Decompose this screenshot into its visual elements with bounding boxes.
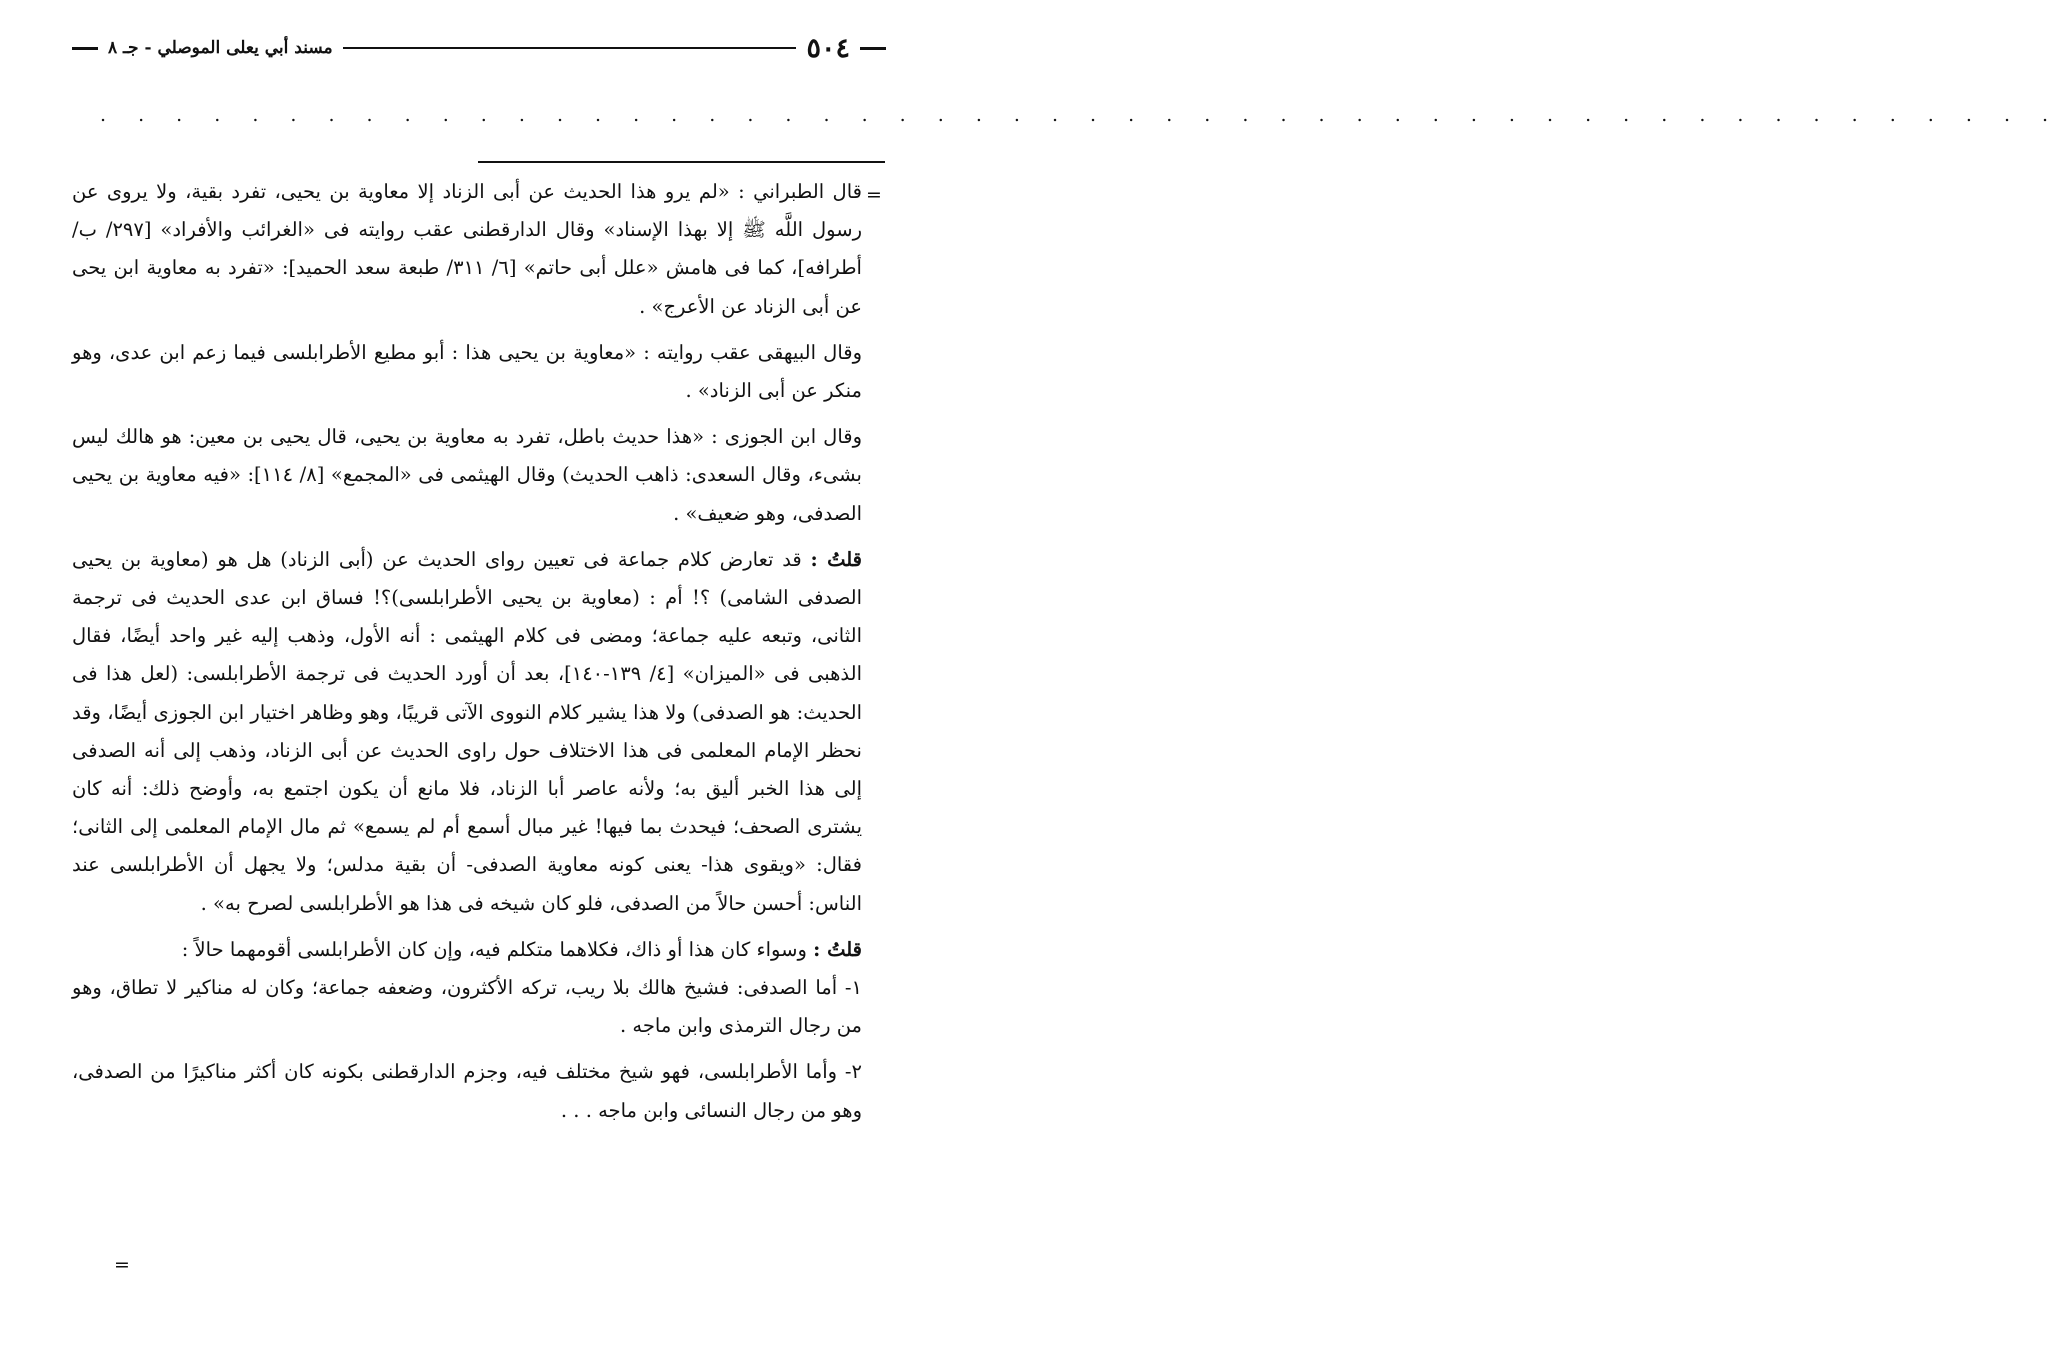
paragraph-qultu-2-text: وسواء كان هذا أو ذاك، فكلاهما متكلم فيه، وإن كان الأطرابلسى أقومهما حالاً : bbox=[181, 937, 807, 961]
page-number: ٥٠٤ bbox=[806, 32, 850, 64]
running-header bbox=[72, 30, 886, 66]
footnote-body bbox=[72, 173, 862, 1138]
paragraph-qultu-1-text: قد تعارض كلام جماعة فى تعيين رواى الحديث عن (أبى الزناد) هل هو (معاوية بن يحيى الصدفى الشامى) ؟! أم : (معاوية بن يحيى الأطرابلسى)؟! فساق ابن عدى الحديث فى ترجمة الثانى، وتبعه عليه جماعة؛ ومضى فى كلام الهيثمى : أنه الأول، وذهب إليه غير واحد أيضًا، فقال الذهبى فى «الميزان» [٤/ ١٣٩-١٤٠]، بعد أن أورد الحديث فى ترجمة الأطرابلسى: (لعل هذا فى الحديث: هو الصدفى) ولا هذا يشير كلام النووى الآتى قريبًا، وهو وظاهر اختيار ابن الجوزى أيضًا، وقد نحظر الإمام المعلمى فى هذا الاختلاف حول راوى الحديث عن أبى الزناد، وذهب إلى أنه الصدفى إلى هذا الخبر أليق به؛ ولأنه عاصر أبا الزناد، فلا مانع أن يكون اجتمع به، وأوضح ذلك: أنه كان يشترى الصحف؛ فيحدث بما فيها! غير مبال أسمع أم لم يسمع» ثم مال الإمام المعلمى إلى الثانى؛ فقال: «ويقوى هذا- يعنى كونه معاوية الصدفى- أن بقية مدلس؛ ولا يجهل أن الأطرابلسى عند الناس: أحسن حالاً من الصدفى، فلو كان شيخه فى هذا هو الأطرابلسى لصرح به» . bbox=[72, 547, 862, 915]
paragraph-ibn-jawzi: وقال ابن الجوزى : «هذا حديث باطل، تفرد به معاوية بن يحيى، قال يحيى بن معين: هو هالك ليس بشىء، وقال السعدى: ذاهب الحديث) وقال الهيثمى فى «المجمع» [٨/ ١١٤]: «فيه معاوية بن يحيى الصدفى، وهو ضعيف» . bbox=[72, 425, 862, 525]
paragraph-qultu-2 bbox=[72, 931, 862, 969]
qultu-label: قلتُ : bbox=[813, 937, 862, 961]
continuation-mark-end: = bbox=[114, 1254, 130, 1276]
dotted-separator: . . . . . . . . . . . . . . . . . . . . . . . . . . . . . . . . . . . . . . . . . . . . . . . . . . . . bbox=[100, 104, 2061, 126]
paragraph-item-1: ١- أما الصدفى: فشيخ هالك بلا ريب، تركه الأكثرون، وضعفه جماعة؛ وكان له مناكير لا تطاق، وهو من رجال الترمذى وابن ماجه . bbox=[72, 976, 862, 1038]
footnote-rule bbox=[478, 161, 885, 163]
paragraph-tabarani: قال الطبراني : «لم يرو هذا الحديث عن أبى الزناد إلا معاوية بن يحيى، تفرد بقية، ولا يروى عن رسول اللَّه ﷺ إلا بهذا الإسناد» وقال الدارقطنى عقب روايته فى «الغرائب والأفراد» [٢٩٧/ ب/ أطرافه]، كما فى هامش «علل أبى حاتم» [٦/ ٣١١/ طبعة سعد الحميد]: «تفرد به معاوية ابن يحى عن أبى الزناد عن الأعرج» . bbox=[72, 180, 862, 318]
paragraph-item-2: ٢- وأما الأطرابلسى، فهو شيخ مختلف فيه، وجزم الدارقطنى بكونه كان أكثر مناكيرًا من الصدفى، وهو من رجال النسائى وابن ماجه . . . bbox=[72, 1060, 862, 1122]
header-rule bbox=[343, 47, 797, 49]
qultu-label: قلتُ : bbox=[810, 547, 862, 571]
header-dash-left bbox=[72, 47, 98, 50]
paragraph-qultu-1 bbox=[72, 541, 862, 923]
header-dash-right bbox=[860, 47, 886, 50]
paragraph-bayhaqi: وقال البيهقى عقب روايته : «معاوية بن يحيى هذا : أبو مطيع الأطرابلسى فيما زعم ابن عدى، وهو منكر عن أبى الزناد» . bbox=[72, 340, 862, 403]
book-title: مسند أبي يعلى الموصلي - جـ ٨ bbox=[108, 38, 333, 58]
continuation-mark-start: = bbox=[866, 184, 882, 206]
